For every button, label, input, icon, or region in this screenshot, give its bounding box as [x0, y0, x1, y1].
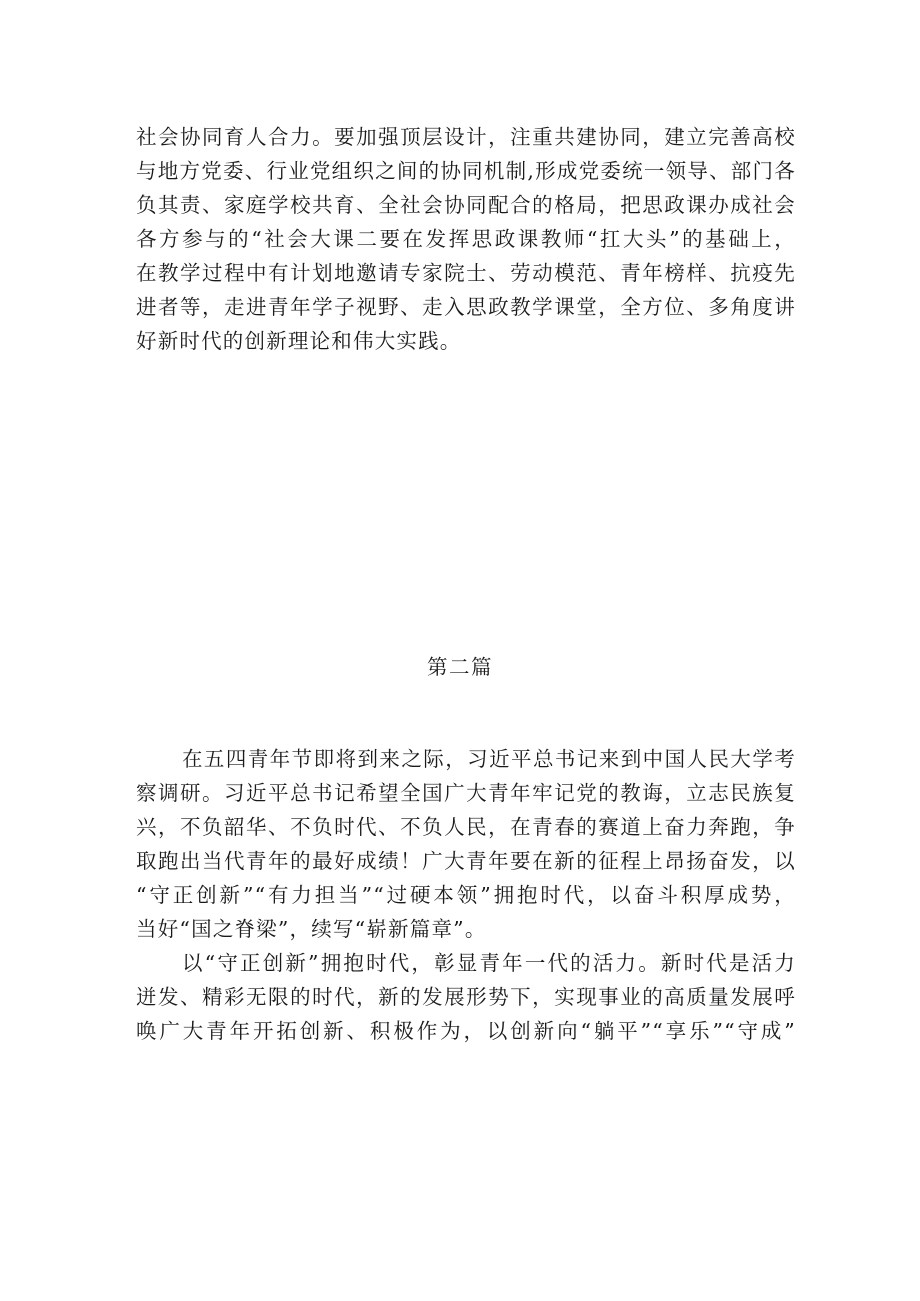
text-line: 社会协同育人合力。要加强顶层设计，注重共建协同，建立完善高校 — [136, 125, 796, 149]
section-one-paragraph — [136, 120, 796, 358]
text-line: 在五四青年节即将到来之际，习近平总书记来到中国人民大学考 — [182, 747, 796, 771]
text-line: 各方参与的“社会大课二要在发挥思政课教师“扛大头”的基础上， — [136, 227, 796, 251]
text-line: 以“守正创新”拥抱时代，彰显青年一代的活力。新时代是活力 — [182, 951, 796, 975]
text-line: 进者等，走进青年学子视野、走入思政教学课堂，全方位、多角度讲 — [136, 295, 796, 319]
paragraph-two — [136, 946, 796, 1048]
text-line: 迸发、精彩无限的时代，新的发展形势下，实现事业的高质量发展呼 — [136, 985, 796, 1009]
text-line: 取跑出当代青年的最好成绩！广大青年要在新的征程上昂扬奋发，以 — [136, 849, 796, 873]
text-line: 唤广大青年开拓创新、积极作为，以创新向“躺平”“享乐”“守成” — [136, 1019, 796, 1043]
text-line: 在教学过程中有计划地邀请专家院士、劳动模范、青年榜样、抗疫先 — [136, 261, 796, 285]
text-line: 好新时代的创新理论和伟大实践。 — [136, 329, 462, 353]
section-two-body — [136, 742, 796, 1048]
text-line: “守正创新”“有力担当”“过硬本领”拥抱时代，以奋斗积厚成势， — [136, 883, 796, 907]
text-line: 与地方党委、行业党组织之间的协同机制,形成党委统一领导、部门各 — [136, 159, 796, 183]
paragraph-one — [136, 742, 796, 946]
section-heading: 第二篇 — [427, 655, 493, 679]
text-line: 负其责、家庭学校共育、全社会协同配合的格局，把思政课办成社会 — [136, 193, 796, 217]
text-line: 当好“国之脊梁”，续写“崭新篇章”。 — [136, 917, 487, 941]
text-line: 兴，不负韶华、不负时代、不负人民，在青春的赛道上奋力奔跑，争 — [136, 815, 796, 839]
text-line: 察调研。习近平总书记希望全国广大青年牢记党的教诲，立志民族复 — [136, 781, 796, 805]
